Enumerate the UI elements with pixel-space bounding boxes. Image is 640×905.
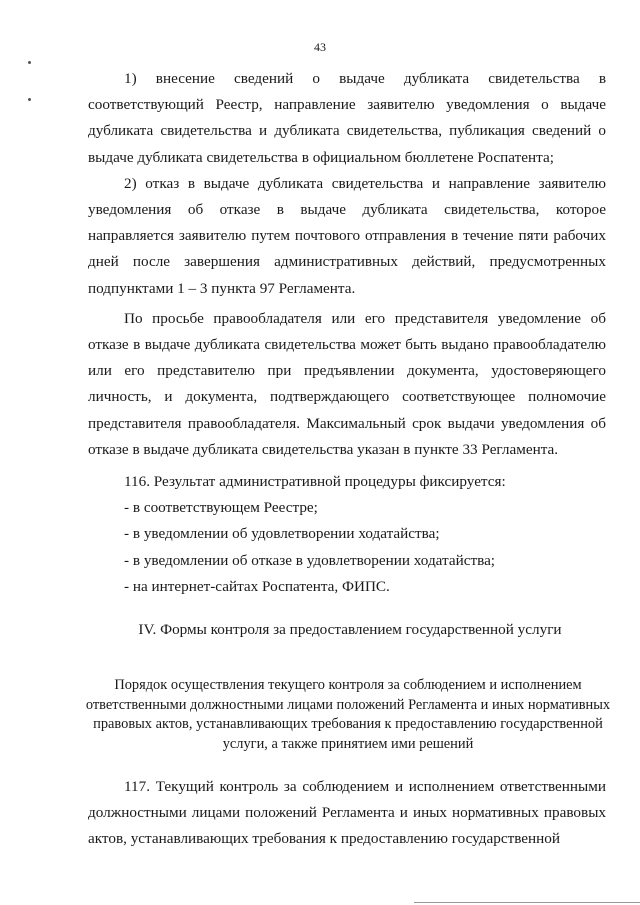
- paragraph-117: 117. Текущий контроль за соблюдением и исполнением ответственными должностными лицами положений Регламента и иных нормативных правовых актов, устанавливающих требования к предоставлению государственной: [88, 778, 606, 848]
- bottom-edge-line: [414, 902, 640, 903]
- scan-speck: [28, 61, 31, 64]
- list-item: - в уведомлении об удовлетворении ходатайства;: [124, 525, 440, 543]
- list-item: - в соответствующем Реестре;: [124, 499, 318, 517]
- paragraph-item-2: 2) отказ в выдаче дубликата свидетельства и направление заявителю уведомления об отказе в выдаче дубликата свидетельства, которое направляется заявителю путем почтового отправления в течение пяти рабочих дней после завершения административных действий, предусмотренных подпунктами 1 – 3 пункта 97 Регламента.: [88, 174, 606, 297]
- result-list: [88, 495, 606, 600]
- body-text-top: [88, 66, 606, 600]
- body-text-bottom: [88, 774, 606, 853]
- list-item: - в уведомлении об отказе в удовлетворении ходатайства;: [124, 551, 496, 569]
- paragraph-request: По просьбе правообладателя или его представителя уведомление об отказе в выдаче дубликата свидетельства может быть выдано правообладателю или его представителю при предъявлении документа, удостоверяющего личность, и документа, подтверждающего соответствующее полномочие представителя правообладателя. Максимальный срок выдачи уведомления об отказе в выдаче дубликата свидетельства указан в пункте 33 Регламента.: [88, 309, 606, 458]
- paragraph-116: 116. Результат административной процедуры фиксируется:: [124, 473, 506, 491]
- paragraph-item-1: 1) внесение сведений о выдаче дубликата свидетельства в соответствующий Реестр, направление заявителю уведомления о выдаче дубликата свидетельства и дубликата свидетельства, публикация сведений о выдаче дубликата свидетельства в официальном бюллетене Роспатента;: [88, 70, 606, 166]
- list-item: - на интернет-сайтах Роспатента, ФИПС.: [124, 577, 390, 595]
- page-number: 43: [314, 40, 326, 54]
- section-heading: IV. Формы контроля за предоставлением государственной услуги: [138, 621, 562, 638]
- sub-heading: Порядок осуществления текущего контроля за соблюдением и исполнением ответственными должностными лицами положений Регламента и иных нормативных правовых актов, устанавливающих требования к предоставлению государственной услуги, а также принятием ими решений: [85, 677, 611, 752]
- scan-speck: [28, 98, 31, 101]
